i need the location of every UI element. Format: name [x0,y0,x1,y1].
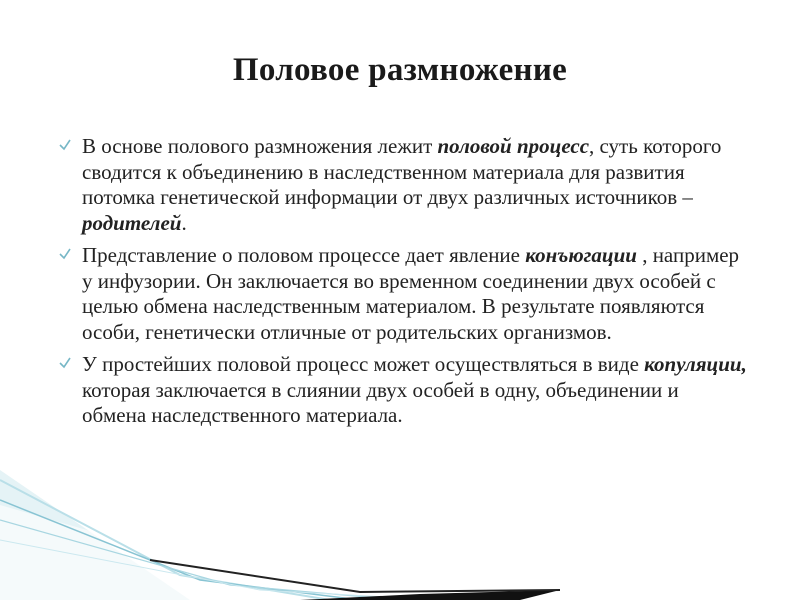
term-sexual-process: половой процесс [437,134,590,158]
bullet-item [58,243,748,345]
bullet-text: которая заключается в слиянии двух особей в одну, объединении и обмена наследственного материала. [82,377,679,427]
term-parents: родителей [82,210,182,235]
bullet-text: У простейших половой процесс может осуществляться в виде [82,352,645,376]
checkmark-icon [58,355,72,371]
bullet-text: . [181,210,187,235]
bullet-item [58,352,748,429]
term-conjugation: конъюгации [525,243,637,267]
checkmark-icon [58,246,72,262]
bullet-text: Представление о половом процессе дает явление [82,243,526,267]
bullet-item [58,134,748,236]
bullet-text: В основе полового размножения лежит [82,134,438,158]
slide-title: Половое размножение [232,52,568,88]
checkmark-icon [58,137,72,153]
bullet-text: , суть которого сводится к объединению в наследственном материала для развития потомка генетической информации от двух различных источников – [82,134,722,209]
bullet-text: , например у инфузории. Он заключается во временном соединении двух особей с целью обмена наследственным материалом. В результате появляются особи, генетически отличные от родительских организмов. [82,243,740,344]
term-copulation: копуляции, [644,352,747,376]
bullet-list [58,134,748,436]
